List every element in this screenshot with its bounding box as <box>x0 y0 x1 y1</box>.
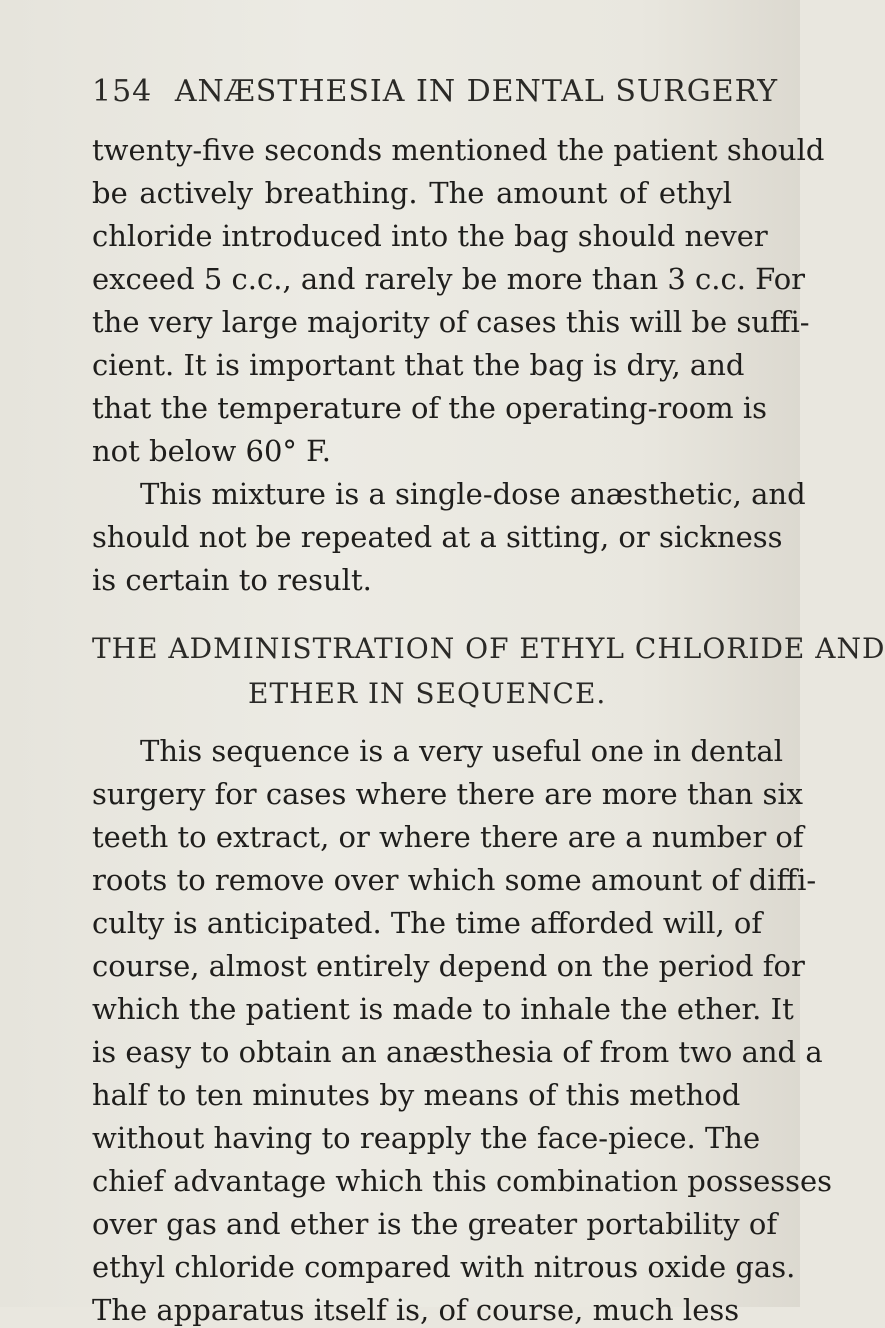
text-line: is easy to obtain an anæsthesia of from two and a <box>92 1035 823 1069</box>
section-heading: ETHER IN SEQUENCE. <box>248 677 607 710</box>
text-line: be actively breathing. The amount of ethyl <box>92 176 732 210</box>
text-line: over gas and ether is the greater portability of <box>92 1207 778 1241</box>
section-heading: THE ADMINISTRATION OF ETHYL CHLORIDE AND <box>92 632 885 665</box>
text-line: should not be repeated at a sitting, or sickness <box>92 520 783 554</box>
text-line: chief advantage which this combination possesses <box>92 1164 833 1198</box>
text-line: surgery for cases where there are more than six <box>92 777 803 811</box>
text-line: twenty-five seconds mentioned the patient should <box>92 133 825 167</box>
text-line: This sequence is a very useful one in dental <box>140 734 783 768</box>
text-line: is certain to result. <box>92 563 372 597</box>
running-header <box>92 74 779 109</box>
text-line: half to ten minutes by means of this method <box>92 1078 741 1112</box>
text-line: that the temperature of the operating-room is <box>92 391 768 425</box>
text-line: culty is anticipated. The time afforded will, of <box>92 906 763 940</box>
text-line: The apparatus itself is, of course, much less <box>92 1293 740 1327</box>
text-line: cient. It is important that the bag is dry, and <box>92 348 745 382</box>
running-title: ANÆSTHESIA IN DENTAL SURGERY <box>174 74 779 109</box>
text-line: course, almost entirely depend on the period for <box>92 949 805 983</box>
text-line: roots to remove over which some amount of diffi- <box>92 863 817 897</box>
page-number: 154 <box>92 74 153 109</box>
text-line: This mixture is a single-dose anæsthetic, and <box>140 477 806 511</box>
text-line: chloride introduced into the bag should never <box>92 219 768 253</box>
text-line: which the patient is made to inhale the ether. It <box>92 992 794 1026</box>
text-line: teeth to extract, or where there are a number of <box>92 820 804 854</box>
text-line: exceed 5 c.c., and rarely be more than 3 c.c. For <box>92 262 806 296</box>
text-line: without having to reapply the face-piece. The <box>92 1121 761 1155</box>
text-line: the very large majority of cases this will be suffi- <box>92 305 810 339</box>
text-line: not below 60° F. <box>92 434 331 468</box>
text-line: ethyl chloride compared with nitrous oxide gas. <box>92 1250 796 1284</box>
